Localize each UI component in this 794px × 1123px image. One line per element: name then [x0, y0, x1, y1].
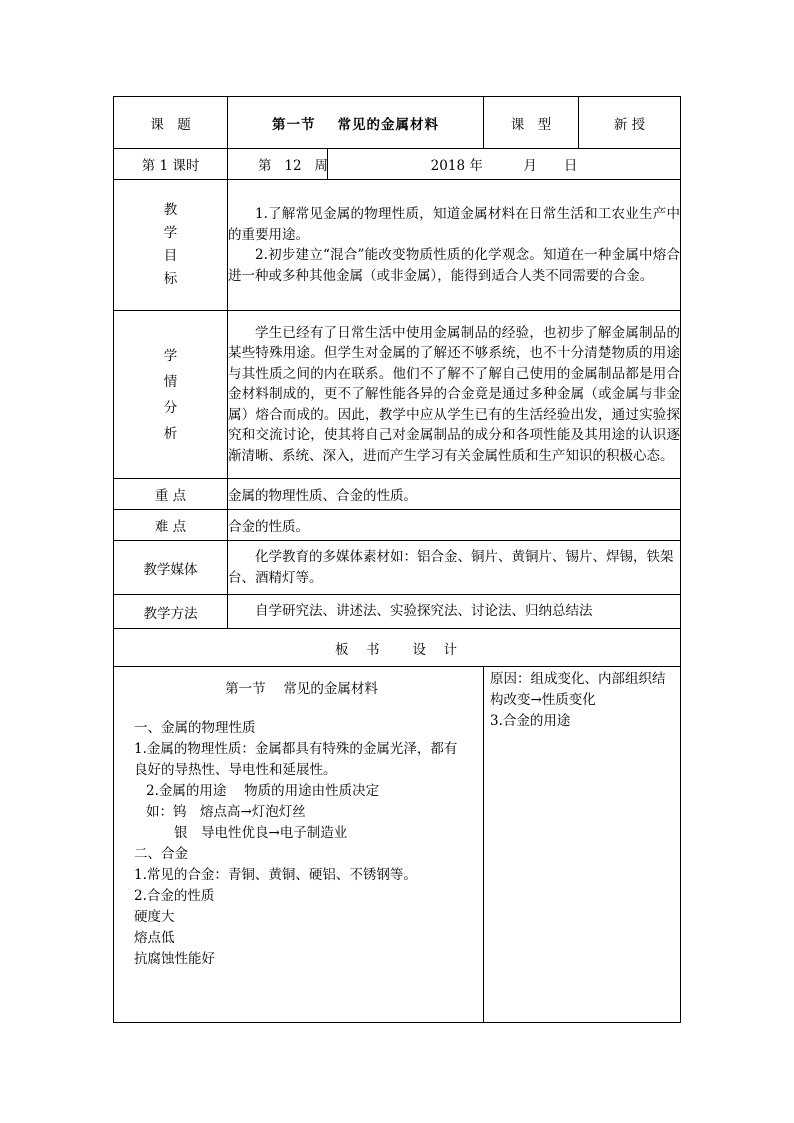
objectives-label: 教 学 目 标 — [114, 180, 228, 311]
key-point-text: 金属的物理性质、合金的性质。 — [228, 479, 681, 510]
key-point-row — [114, 479, 681, 510]
lesson-plan-table — [113, 96, 681, 1023]
topic-label: 课 题 — [114, 97, 228, 149]
header-row — [114, 97, 681, 149]
analysis-row — [114, 311, 681, 479]
board-use: 3.合金的用途 — [490, 713, 571, 729]
date-cell: 2018 年 月 日 — [328, 149, 681, 180]
type-value: 新 授 — [579, 97, 681, 149]
board-example: 如：钨 熔点高→灯泡灯丝 — [146, 804, 306, 820]
objective-item: 2.初步建立“混合”能改变物质性质的化学观念。知道在一种金属中熔合进一种或多种其他金属（或非金属），能得到适合人类不同需要的合金。 — [228, 247, 680, 284]
objective-item: 1.了解常见金属的物理性质，知道金属材料在日常生活和工农业生产中的重要用途。 — [228, 206, 680, 243]
board-property: 熔点低 — [134, 930, 175, 946]
difficulty-text: 合金的性质。 — [228, 510, 681, 541]
board-point: 2.合金的性质 — [134, 888, 215, 904]
board-cause: 原因：组成变化、内部组织结构改变→性质变化 — [490, 671, 666, 708]
lesson-title — [228, 97, 484, 149]
media-label: 教学媒体 — [114, 541, 228, 595]
board-content-row — [114, 667, 681, 1023]
board-title: 第一节 常见的金属材料 — [225, 681, 378, 697]
key-point-label: 重 点 — [114, 479, 228, 510]
schedule-row — [114, 149, 681, 180]
board-property: 硬度大 — [134, 909, 175, 925]
board-example: 银 导电性优良→电子制造业 — [174, 825, 348, 841]
board-heading-physical: 一、金属的物理性质 — [134, 720, 256, 736]
objectives-row — [114, 180, 681, 311]
board-heading-row — [114, 629, 681, 667]
lesson-title-text: 常见的金属材料 — [337, 116, 439, 133]
week-number: 12 — [284, 158, 302, 174]
type-label: 课 型 — [484, 97, 579, 149]
board-point: 1.金属的物理性质：金属都具有特殊的金属光泽，都有良好的导热性、导电性和延展性。 — [134, 741, 458, 778]
objectives-content — [228, 180, 681, 311]
analysis-label: 学 情 分 析 — [114, 311, 228, 479]
board-property: 抗腐蚀性能好 — [134, 951, 215, 967]
method-row — [114, 595, 681, 629]
media-row — [114, 541, 681, 595]
media-content: 化学教育的多媒体素材如：铝合金、铜片、黄铜片、锡片、焊锡，铁架台、酒精灯等。 — [228, 541, 681, 595]
analysis-content: 学生已经有了日常生活中使用金属制品的经验，也初步了解金属制品的某些特殊用途。但学生对金属的了解还不够系统，也不十分清楚物质的用途与其性质之间的内在联系。他们不了解不了解自己使用的金属制品都是用合金材料制成的，更不了解性能各异的合金竟是通过多种金属（或金属与非金属）熔合而成的。因此，教学中应从学生已有的生活经验出发，通过实验探究和交流讨论，使其将自己对金属制品的成分和各项性能及其用途的认识逐渐清晰、系统、深入，进而产生学习有关金属性质和生产知识的积极心态。 — [228, 311, 681, 479]
period-cell: 第 1 课时 — [114, 149, 228, 180]
week-cell: 第 12 周 — [228, 149, 328, 180]
board-heading-alloy: 二、合金 — [134, 846, 188, 862]
board-heading: 板 书 设 计 — [114, 629, 681, 667]
method-label: 教学方法 — [114, 595, 228, 629]
board-point: 1.常见的合金：青铜、黄铜、硬铝、不锈钢等。 — [134, 867, 417, 883]
lesson-number: 第一节 — [272, 116, 316, 133]
board-point: 2.金属的用途 物质的用途由性质决定 — [146, 783, 380, 799]
board-right-column — [484, 667, 681, 1023]
difficulty-label: 难 点 — [114, 510, 228, 541]
method-content: 自学研究法、讲述法、实验探究法、讨论法、归纳总结法 — [228, 595, 681, 629]
difficulty-row — [114, 510, 681, 541]
board-left-column — [114, 667, 484, 1023]
lesson-plan-page — [113, 96, 680, 1023]
